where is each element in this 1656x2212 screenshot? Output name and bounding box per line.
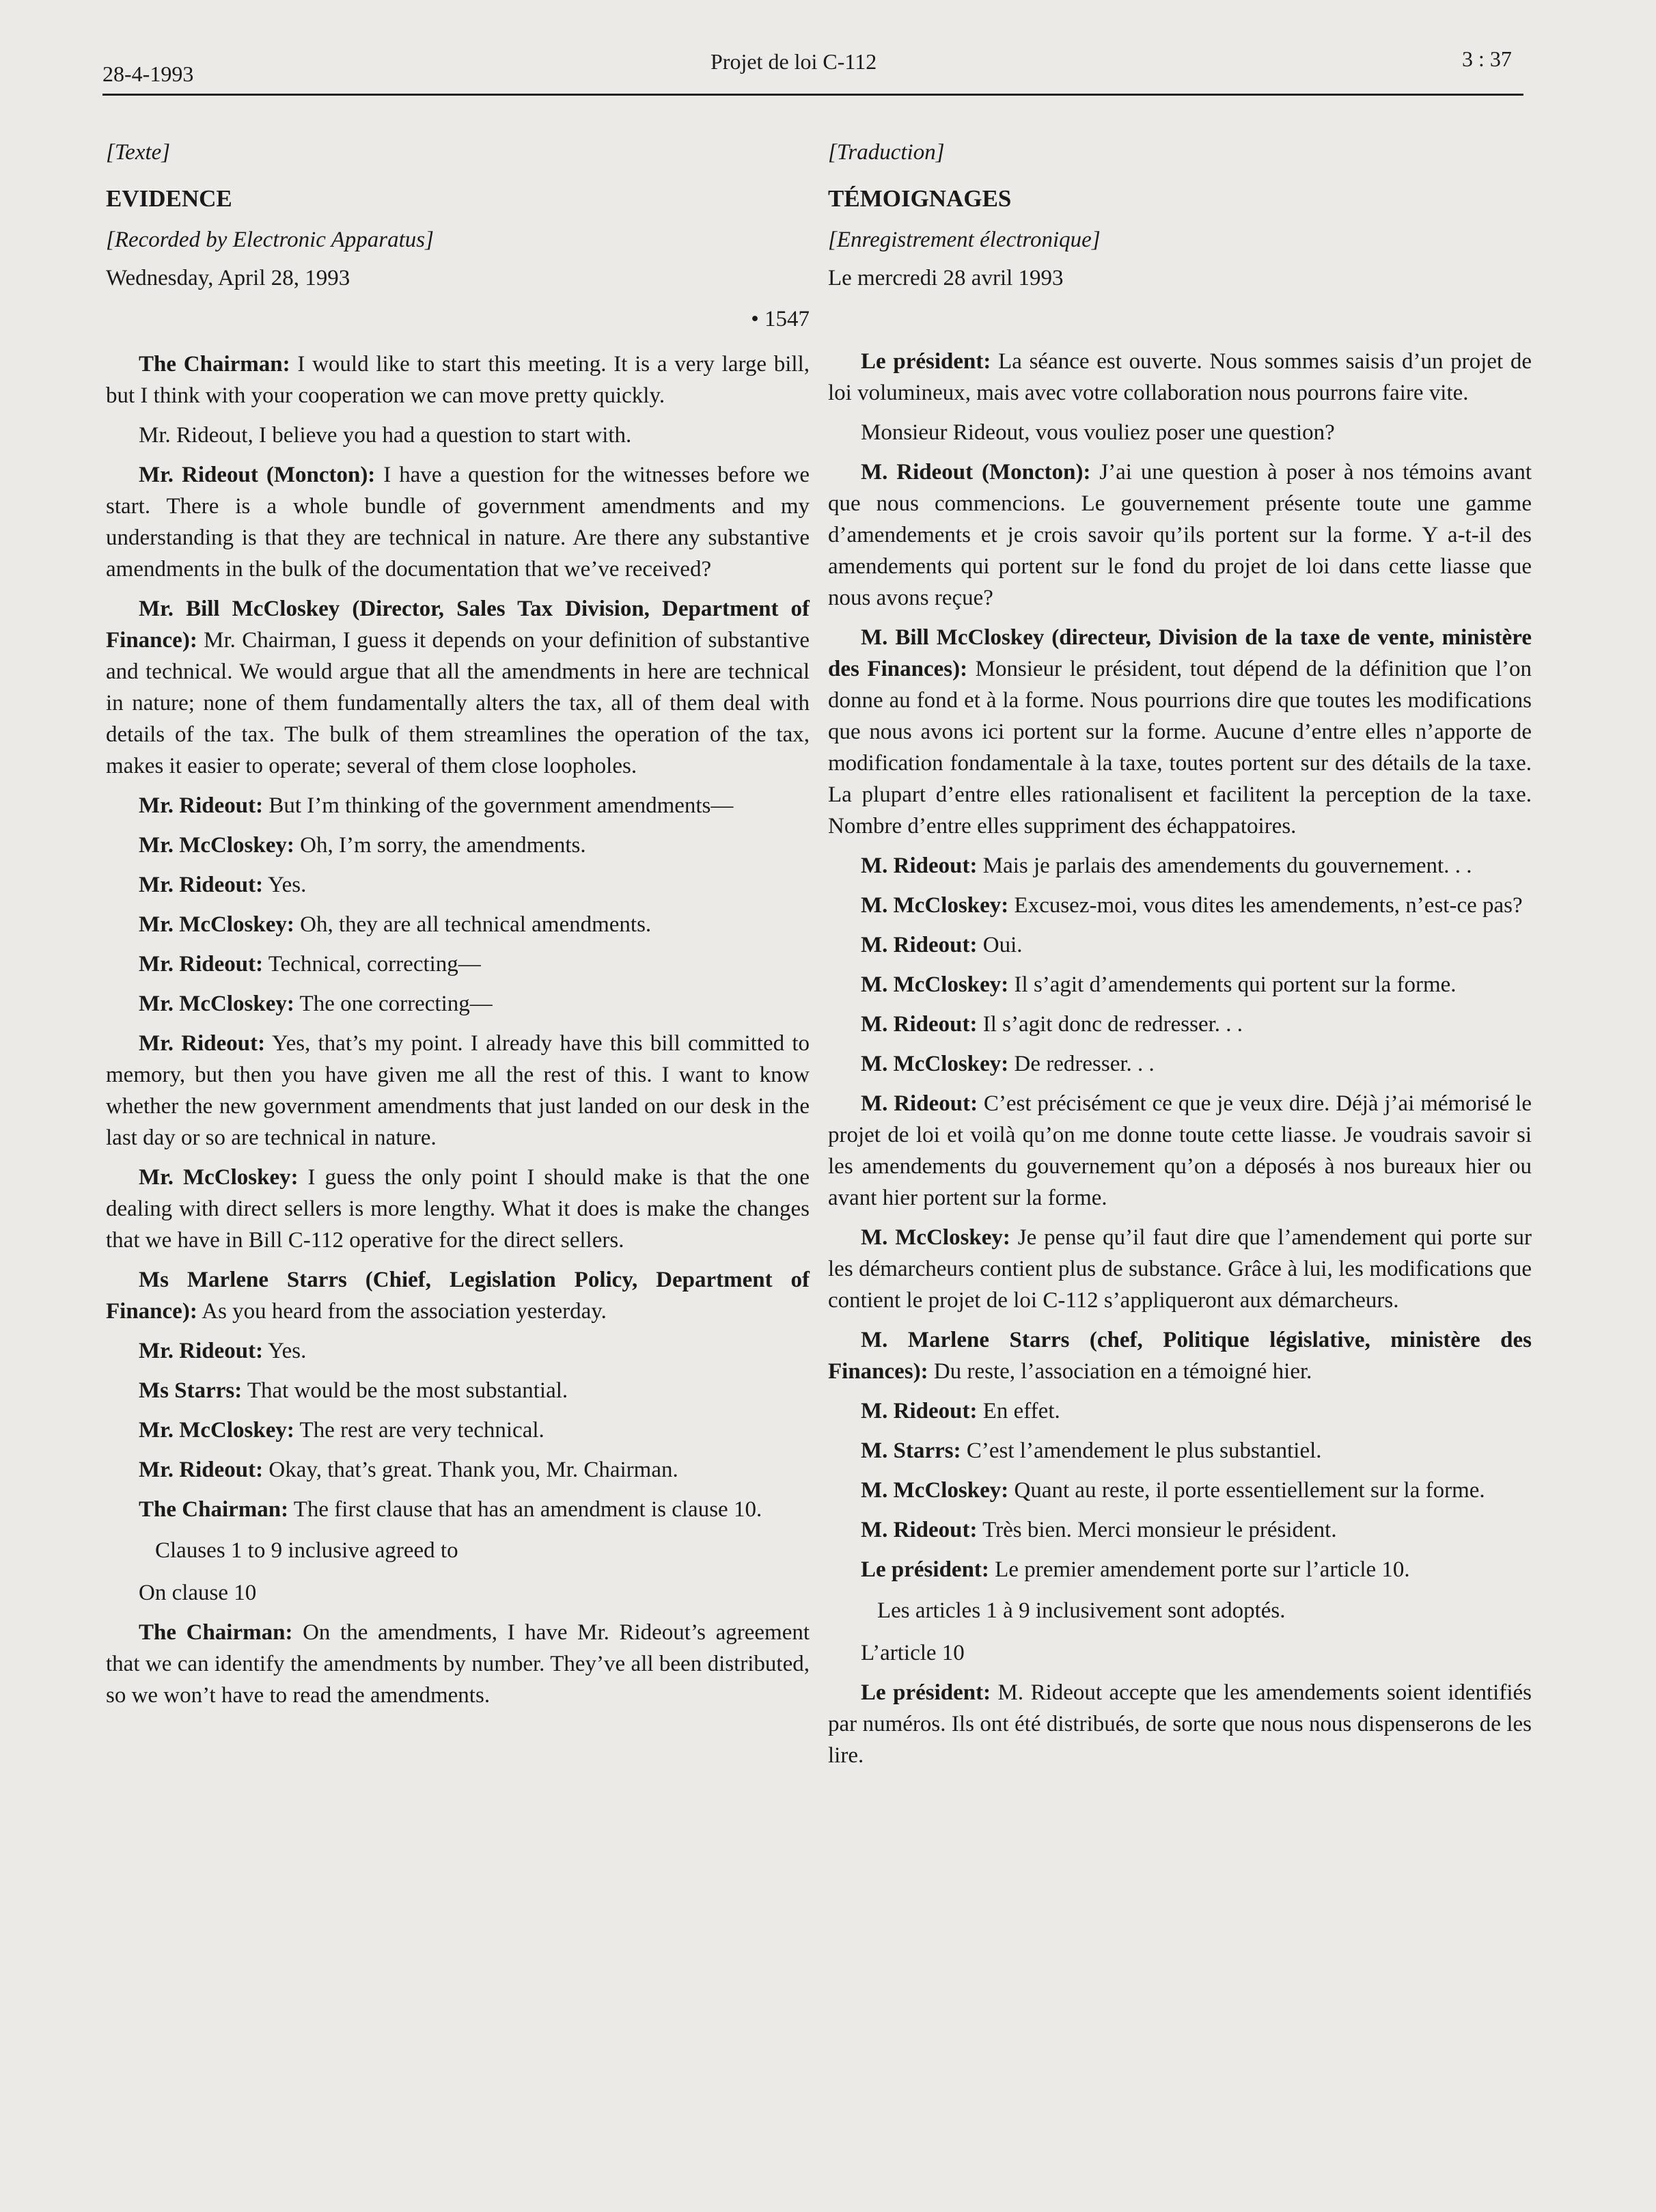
speech-text: En effet. [977,1399,1060,1423]
speaker-name: The Chairman: [139,1497,289,1522]
speaker-name: Mr. McCloskey: [139,992,294,1016]
transcript-paragraph [828,1009,1532,1040]
header-date: 28-4-1993 [102,62,194,86]
transcript-paragraph [828,622,1532,842]
transcript-paragraph [828,1395,1532,1427]
transcript-paragraph [828,850,1532,882]
speaker-name: Mr. Rideout: [139,793,264,818]
speech-text: C’est précisément ce que je veux dire. Déjà j’ai mémorisé le projet de loi et voilà qu’on me donne toute cette liasse. Je voudrais savoir si les amendements du gouvernement qu’on a déposés à nos bureaux hier ou avant hier portent sur la forme. [828,1091,1532,1210]
header-page-number: 3 : 37 [1462,46,1512,71]
motion-clauses-agreed: Clauses 1 to 9 inclusive agreed to [155,1538,458,1563]
speech-text: Le premier amendement porte sur l’article 10. [989,1557,1410,1582]
speech-text: Oui. [977,933,1023,957]
transcript-paragraph [106,593,810,782]
speech-text: Du reste, l’association en a témoigné hier. [928,1359,1312,1384]
speaker-name: M. Rideout (Moncton): [861,460,1091,484]
session-date-fr: Le mercredi 28 avril 1993 [828,266,1064,290]
speech-text: The first clause that has an amendment is clause 10. [288,1497,762,1522]
speech-text: Yes, that’s my point. I already have this bill committed to memory, but then you have given me all the rest of this. I want to know whether the new government amendments that just landed on our desk in the last day or so are technical in nature. [106,1031,810,1150]
speech-text: La séance est ouverte. Nous sommes saisis d’un projet de loi volumineux, mais avec votre collaboration nous pourrons faire vite. [828,349,1532,405]
speaker-name: Mr. Rideout: [139,1031,266,1056]
speaker-name: M. Starrs: [861,1438,961,1463]
transcript-paragraph [106,1415,810,1446]
transcript-paragraph [106,948,810,980]
transcript-paragraph [106,869,810,901]
translation-tag: [Traduction] [828,140,945,165]
transcript-paragraph [828,890,1532,921]
speaker-name: M. Rideout: [861,1518,978,1542]
speaker-name: M. McCloskey: [861,1225,1010,1250]
transcript-paragraph [106,1454,810,1486]
speaker-name: M. Rideout: [861,854,978,878]
speaker-name: M. McCloskey: [861,893,1009,918]
speech-text: I have a question for the witnesses before we start. There is a whole bundle of government amendments and my understanding is that they are technical in nature. Are there any substantive amendments in the bulk of the documentation that we’ve received? [106,463,810,582]
transcript-paragraph [106,1162,810,1256]
speech-text: Mr. Chairman, I guess it depends on your definition of substantive and technical. We would argue that all the amendments in here are technical in nature; none of them fundamentally alters the tax, all of them deal with details of the tax. The bulk of them streamlines the operation of the tax, makes it easier to operate; several of them close loopholes. [106,628,810,778]
speech-text: De redresser. . . [1008,1052,1155,1076]
transcript-paragraph [828,346,1532,409]
speaker-name: Le président: [861,349,991,374]
speech-text: Excusez-moi, vous dites les amendements, n’est-ce pas? [1008,893,1523,918]
transcript-paragraph [828,1324,1532,1387]
transcript-paragraph [828,417,1532,448]
speech-text: I guess the only point I should make is that the one dealing with direct sellers is more lengthy. What it does is make the changes that we have in Bill C-112 operative for the direct sellers. [106,1165,810,1253]
speaker-name: M. Rideout: [861,1012,978,1037]
speech-text: J’ai une question à poser à nos témoins avant que nous commencions. Le gouvernement présente toute une gamme d’amendements et je crois savoir qu’ils portent sur la forme. Y a-t-il des amendements qui portent sur le fond du projet de loi dans cette liasse que nous avons reçue? [828,460,1532,610]
speaker-name: Mr. Rideout: [139,873,264,897]
transcript-paragraph [106,349,810,411]
transcript-paragraph [106,459,810,585]
speaker-name: Mr. Rideout: [139,952,264,977]
speaker-name: M. Marlene Starrs (chef, Politique législative, ministère des Finances): [828,1328,1532,1384]
speech-text: Okay, that’s great. Thank you, Mr. Chairman. [263,1458,678,1482]
speech-text: As you heard from the association yesterday. [197,1299,607,1324]
french-paragraphs [828,346,1532,1585]
speaker-name: M. McCloskey: [861,1478,1009,1503]
speech-text: Très bien. Merci monsieur le président. [977,1518,1337,1542]
speech-text: Oh, I’m sorry, the amendments. [294,833,586,858]
speaker-name: Mr. McCloskey: [139,1165,299,1190]
motion-on-clause: On clause 10 [139,1581,257,1605]
transcript-paragraph [828,1435,1532,1466]
speaker-name: Mr. Bill McCloskey (Director, Sales Tax Division, Department of Finance): [106,597,810,653]
speaker-name: Mr. Rideout: [139,1458,264,1482]
speaker-name: Le président: [861,1557,989,1582]
transcript-paragraph [828,1475,1532,1506]
spacer [828,303,1532,346]
transcript-paragraph [106,830,810,861]
speaker-name: Mr. McCloskey: [139,912,294,937]
speech-text: The rest are very technical. [294,1418,544,1443]
header-rule [102,94,1523,96]
speech-text: Technical, correcting— [263,952,481,977]
speaker-name: M. McCloskey: [861,972,1009,997]
recording-note: [Recorded by Electronic Apparatus] [106,228,434,252]
transcript-paragraph [828,1088,1532,1214]
text-tag: [Texte] [106,140,171,165]
speaker-name: Mr. Rideout (Moncton): [139,463,376,487]
speech-text: That would be the most substantial. [242,1378,568,1403]
english-column [106,137,810,1719]
transcript-paragraph [828,929,1532,961]
speech-text: The one correcting— [294,992,493,1016]
speaker-name: Mr. McCloskey: [139,833,294,858]
speech-text: On the amendments, I have Mr. Rideout’s agreement that we can identify the amendments by number. They’ve all been distributed, so we won’t have to read the amendments. [106,1620,810,1708]
speech-text: Il s’agit d’amendements qui portent sur la forme. [1008,972,1457,997]
speech-text: Il s’agit donc de redresser. . . [977,1012,1243,1037]
speech-text: But I’m thinking of the government amendments— [263,793,734,818]
transcript-paragraph [106,1335,810,1367]
speech-text: Je pense qu’il faut dire que l’amendement qui porte sur les démarcheurs contient plus de substance. Grâce à lui, les modifications que contient le projet de loi C-112 s’appliqueront aux démarcheurs. [828,1225,1532,1313]
speech-text: Mais je parlais des amendements du gouvernement. . . [977,854,1472,878]
speaker-name: M. Bill McCloskey (directeur, Division de la taxe de vente, ministère des Finances): [828,625,1532,681]
timestamp: • 1547 [751,307,810,331]
speech-text: Quant au reste, il porte essentiellement sur la forme. [1008,1478,1485,1503]
speaker-name: Mr. Rideout: [139,1339,264,1363]
transcript-paragraph [828,1514,1532,1546]
speaker-name: Mr. McCloskey: [139,1418,294,1443]
english-paragraphs [106,349,810,1525]
transcript-paragraph [106,909,810,940]
motion-on-clause-fr: L’article 10 [861,1641,965,1665]
recording-note-fr: [Enregistrement électronique] [828,228,1101,252]
final-paragraph [106,1617,810,1711]
speaker-name: M. Rideout: [861,933,978,957]
transcript-paragraph [828,969,1532,1000]
header-title: Projet de loi C-112 [710,49,877,74]
speaker-name: M. Rideout: [861,1399,978,1423]
transcript-paragraph [828,1222,1532,1316]
speaker-name: The Chairman: [139,352,290,377]
speaker-name: M. McCloskey: [861,1052,1009,1076]
speech-text: Oh, they are all technical amendments. [294,912,652,937]
speech-text: Mr. Rideout, I believe you had a question to start with. [139,423,632,448]
transcript-paragraph [106,1028,810,1153]
transcript-paragraph [828,1048,1532,1080]
speech-text: Monsieur Rideout, vous vouliez poser une question? [861,420,1335,445]
speech-text: M. Rideout accepte que les amendements soient identifiés par numéros. Ils ont été distribués, de sorte que nous nous dispenserons de les lire. [828,1680,1532,1768]
speaker-name: M. Rideout: [861,1091,978,1116]
transcript-paragraph [106,1494,810,1525]
section-heading-fr: TÉMOIGNAGES [828,185,1012,212]
transcript-paragraph [828,1554,1532,1585]
transcript-paragraph [828,456,1532,614]
speaker-name: Ms Marlene Starrs (Chief, Legislation Policy, Department of Finance): [106,1268,810,1324]
motion-clauses-agreed-fr: Les articles 1 à 9 inclusivement sont adoptés. [877,1598,1286,1623]
speaker-name: The Chairman: [139,1620,293,1645]
transcript-paragraph [106,420,810,451]
transcript-paragraph [106,1264,810,1327]
transcript-paragraph [106,1375,810,1406]
transcript-paragraph [106,790,810,821]
speech-text: C’est l’amendement le plus substantiel. [961,1438,1322,1463]
session-date: Wednesday, April 28, 1993 [106,266,350,290]
transcript-paragraph [106,988,810,1020]
speech-text: Yes. [263,873,307,897]
final-paragraph-fr [828,1677,1532,1771]
speech-text: I would like to start this meeting. It is a very large bill, but I think with your cooperation we can move pretty quickly. [106,352,810,408]
section-heading: EVIDENCE [106,185,232,212]
french-column [828,137,1532,1779]
speech-text: Yes. [263,1339,307,1363]
speech-text: Monsieur le président, tout dépend de la définition que l’on donne au fond et à la forme. Nous pourrions dire que toutes les modifications que nous avons ici portent sur la forme. Aucune d’entre elles n’apporte de modification fondamentale à la taxe, toutes portent sur des détails de la taxe. La plupart d’entre elles rationalisent et facilitent la perception de la taxe. Nombre d’entre elles suppriment des échappatoires. [828,657,1532,838]
speaker-name: Le président: [861,1680,991,1705]
speaker-name: Ms Starrs: [139,1378,243,1403]
